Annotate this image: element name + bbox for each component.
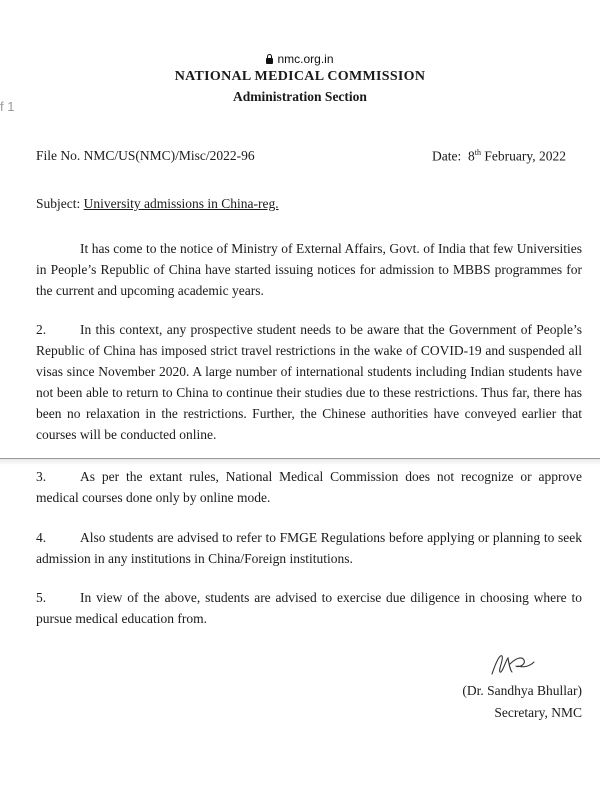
paragraph-number: 4. xyxy=(36,530,47,545)
url-text: nmc.org.in xyxy=(277,52,334,66)
handwritten-signature xyxy=(488,650,538,678)
paragraph-text: In this context, any prospective student needs to be aware that the Government of People’s Republic of China has imposed strict travel restrictions in the wake of COVID-19 and suspended all visas since November 2020. A large number of international students including Indian students have not been able to return to China to continue their studies due to these restrictions. Thus far, there has been no relaxation in the restrictions. Further, the Chinese authorities have conveyed earlier that courses will be conducted online. xyxy=(36,322,582,442)
page-marker: f 1 xyxy=(0,99,15,114)
paragraph-4 xyxy=(36,527,582,569)
lock-icon xyxy=(266,58,273,64)
section-title: Administration Section xyxy=(233,89,367,104)
paragraph-text: Also students are advised to refer to FMGE Regulations before applying or planning to seek admission in any institutions in China/Foreign institutions. xyxy=(36,530,582,566)
paragraph-3 xyxy=(36,466,582,508)
url-bar[interactable] xyxy=(0,52,600,66)
date-rest: February, 2022 xyxy=(484,148,566,164)
date-day: 8 xyxy=(468,148,475,164)
subject-line xyxy=(36,196,279,212)
signatory-name: (Dr. Sandhya Bhullar) xyxy=(462,683,582,698)
date-suffix: th xyxy=(474,148,481,157)
paragraph-2 xyxy=(36,319,582,445)
signatory-title: Secretary, NMC xyxy=(494,705,582,720)
subject-text: University admissions in China-reg. xyxy=(83,196,279,211)
organization-title: NATIONAL MEDICAL COMMISSION xyxy=(174,69,426,84)
document-date xyxy=(432,148,566,165)
paragraph-text: In view of the above, students are advised to exercise due diligence in choosing where to pursue medical education from. xyxy=(36,590,582,626)
paragraph-text: As per the extant rules, National Medical Commission does not recognize or approve medical courses done only by online mode. xyxy=(36,469,582,505)
file-number: File No. NMC/US(NMC)/Misc/2022-96 xyxy=(36,148,255,163)
paragraph-number: 3. xyxy=(36,469,47,484)
paragraph-number: 2. xyxy=(36,322,47,337)
date-label: Date: xyxy=(432,148,462,164)
page-fold-divider xyxy=(0,458,600,465)
subject-label: Subject: xyxy=(36,196,81,211)
paragraph-number: 5. xyxy=(36,590,47,605)
paragraph-5 xyxy=(36,587,582,629)
paragraph-1: It has come to the notice of Ministry of External Affairs, Govt. of India that few Universities in People’s Republic of China have started issuing notices for admission to MBBS programmes for the current and upcoming academic years. xyxy=(36,241,582,298)
